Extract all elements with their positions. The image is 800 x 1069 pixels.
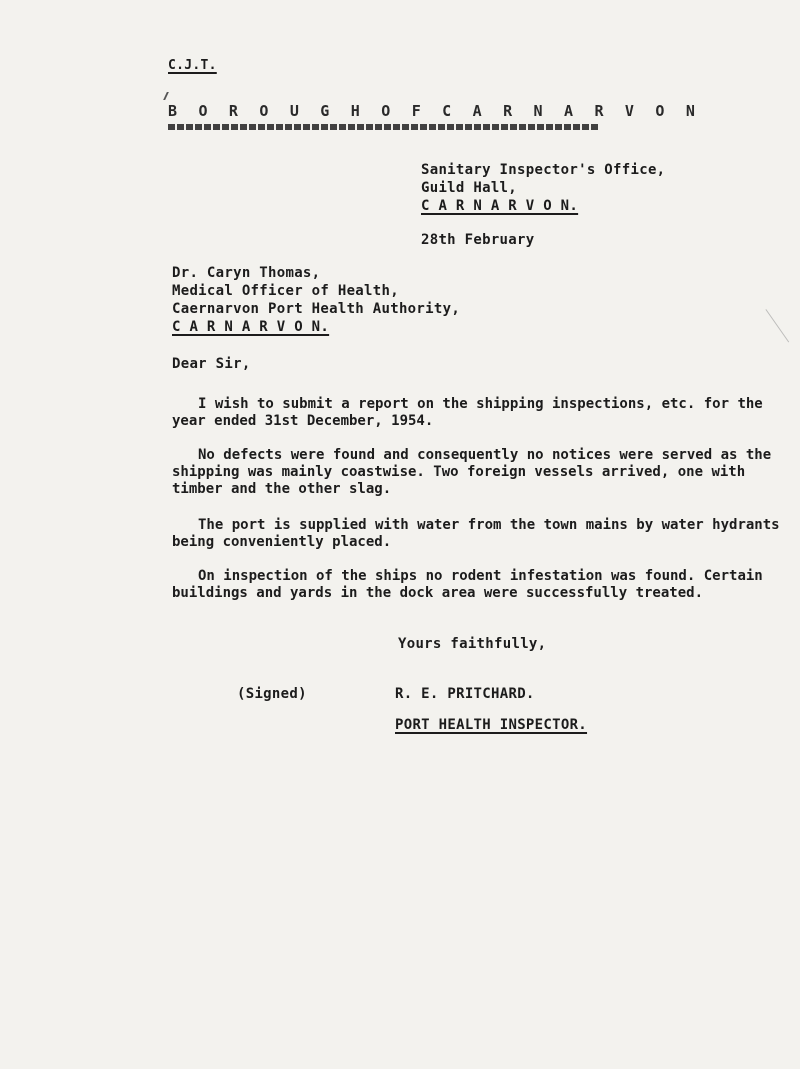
sender-address-line3: C A R N A R V O N.: [421, 198, 579, 214]
recipient-line1: Dr. Caryn Thomas,: [172, 265, 321, 281]
body-text-2: No defects were found and consequently no notices were served as the shipping was mainly coastwise. Two foreign vessels arrived, one with timber and the other slag.: [172, 447, 772, 497]
sender-address-line2: Guild Hall,: [421, 180, 518, 196]
tick-mark: [163, 92, 175, 100]
recipient-line3: Caernarvon Port Health Authority,: [172, 301, 461, 317]
recipient-line4: C A R N A R V O N.: [172, 319, 330, 335]
body-paragraph-1: [172, 396, 782, 430]
body-text-4: On inspection of the ships no rodent infestation was found. Certain buildings and yards in the dock area were successfully treated.: [172, 568, 763, 601]
recipient-line2: Medical Officer of Health,: [172, 283, 399, 299]
closing: Yours faithfully,: [398, 636, 547, 652]
letterhead-rule: [168, 124, 598, 130]
body-paragraph-2: [172, 447, 782, 498]
reference-code: C.J.T.: [168, 58, 217, 73]
body-text-3: The port is supplied with water from the town mains by water hydrants being conveniently placed.: [172, 517, 780, 550]
signatory-title: PORT HEALTH INSPECTOR.: [395, 717, 588, 733]
letter-date: 28th February: [421, 232, 535, 248]
paper-crease: [765, 298, 800, 343]
sender-address-line1: Sanitary Inspector's Office,: [421, 162, 666, 178]
signatory-name: R. E. PRITCHARD.: [395, 686, 535, 702]
signed-label: (Signed): [237, 686, 307, 702]
salutation: Dear Sir,: [172, 356, 251, 372]
body-text-1: I wish to submit a report on the shipping inspections, etc. for the year ended 31st December, 1954.: [172, 396, 763, 429]
letterhead-title: B O R O U G H O F C A R N A R V O N: [168, 102, 702, 120]
body-paragraph-3: [172, 517, 782, 551]
body-paragraph-4: [172, 568, 782, 602]
